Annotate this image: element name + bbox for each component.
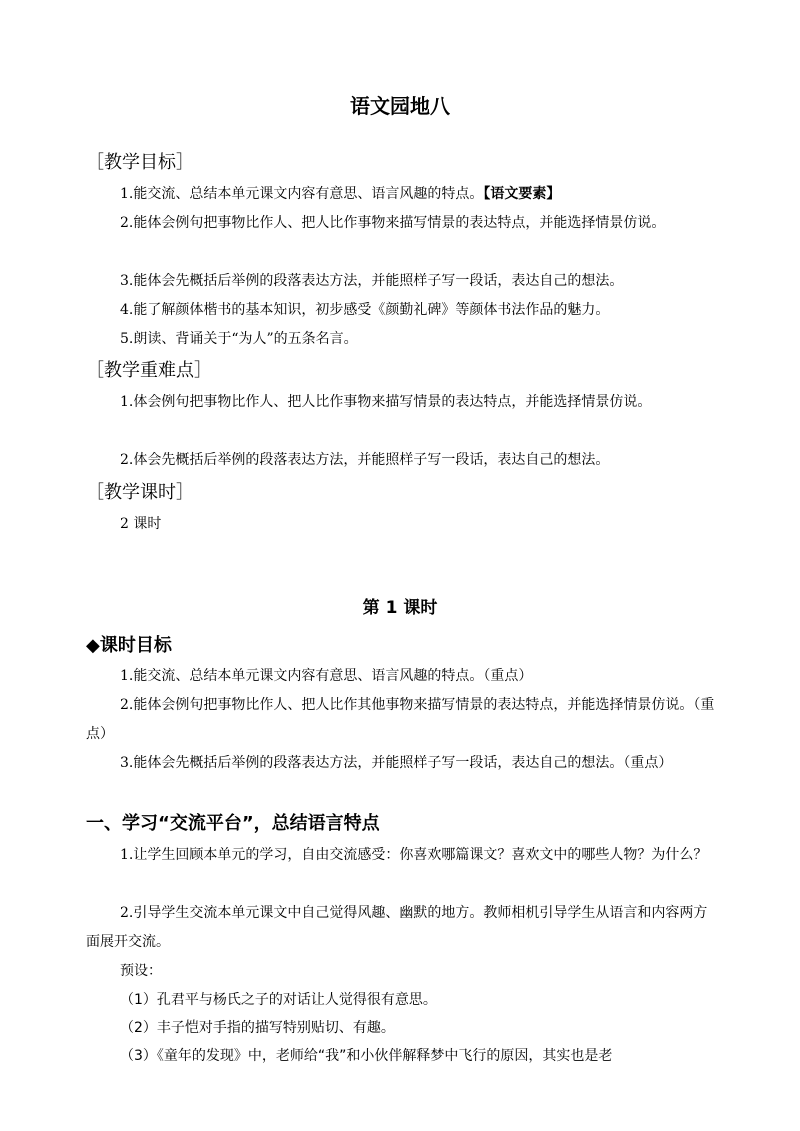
preset-label: 预设：	[120, 963, 162, 979]
preset-item-2: （2）丰子恺对手指的描写特别贴切、有趣。	[120, 1020, 395, 1036]
section-heading-periods: ［教学课时］	[86, 482, 194, 503]
key-point-item-2: 2.体会先概括后举例的段落表达方法，并能照样子写一段话，表达自己的想法。	[120, 452, 610, 468]
objective-item-3: 3.能体会先概括后举例的段落表达方法，并能照样子写一段话，表达自己的想法。	[120, 273, 624, 289]
section-heading-objectives: ［教学目标］	[86, 152, 194, 173]
lesson-goal-2: 2.能体会例句把事物比作人、把人比作其他事物来描写情景的表达特点，并能选择情景仿说。（重点）	[86, 697, 715, 742]
lesson-heading: 第 1 课时	[362, 598, 438, 618]
objective-text: 1.能交流、总结本单元课文内容有意思、语言风趣的特点。	[120, 186, 484, 202]
objective-item-5: 5.朗读、背诵关于“为人”的五条名言。	[120, 331, 358, 347]
objective-item-2: 2.能体会例句把事物比作人、把人比作事物来描写情景的表达特点，并能选择情景仿说。	[120, 215, 666, 231]
lesson-goal-3: 3.能体会先概括后举例的段落表达方法，并能照样子写一段话，表达自己的想法。（重点）	[120, 755, 673, 771]
page-title: 语文园地八	[350, 94, 450, 118]
objective-tag: 【语文要素】	[483, 186, 561, 202]
lesson-goal-1: 1.能交流、总结本单元课文内容有意思、语言风趣的特点。（重点）	[120, 668, 533, 684]
part1-step-1: 1.让学生回顾本单元的学习，自由交流感受：你喜欢哪篇课文？喜欢文中的哪些人物？为什么？	[120, 847, 708, 863]
part1-heading: 一、学习“交流平台”，总结语言特点	[86, 813, 380, 834]
key-point-item-1: 1.体会例句把事物比作人、把人比作事物来描写情景的表达特点，并能选择情景仿说。	[120, 394, 652, 410]
part1-step-2: 2.引导学生交流本单元课文中自己觉得风趣、幽默的地方。教师相机引导学生从语言和内容两方面展开交流。	[86, 905, 708, 950]
section-heading-key-points: ［教学重难点］	[86, 360, 212, 381]
preset-item-3: （3）《童年的发现》中，老师给“我”和小伙伴解释梦中飞行的原因，其实也是老	[120, 1048, 613, 1064]
preset-item-1: （1）孔君平与杨氏之子的对话让人觉得很有意思。	[120, 992, 437, 1008]
objective-item-4: 4.能了解颜体楷书的基本知识，初步感受《颜勤礼碑》等颜体书法作品的魅力。	[120, 302, 610, 318]
lesson-goals-heading: ◆课时目标	[86, 635, 172, 656]
objective-item-1	[86, 180, 716, 209]
periods-text: 2 课时	[120, 516, 162, 532]
